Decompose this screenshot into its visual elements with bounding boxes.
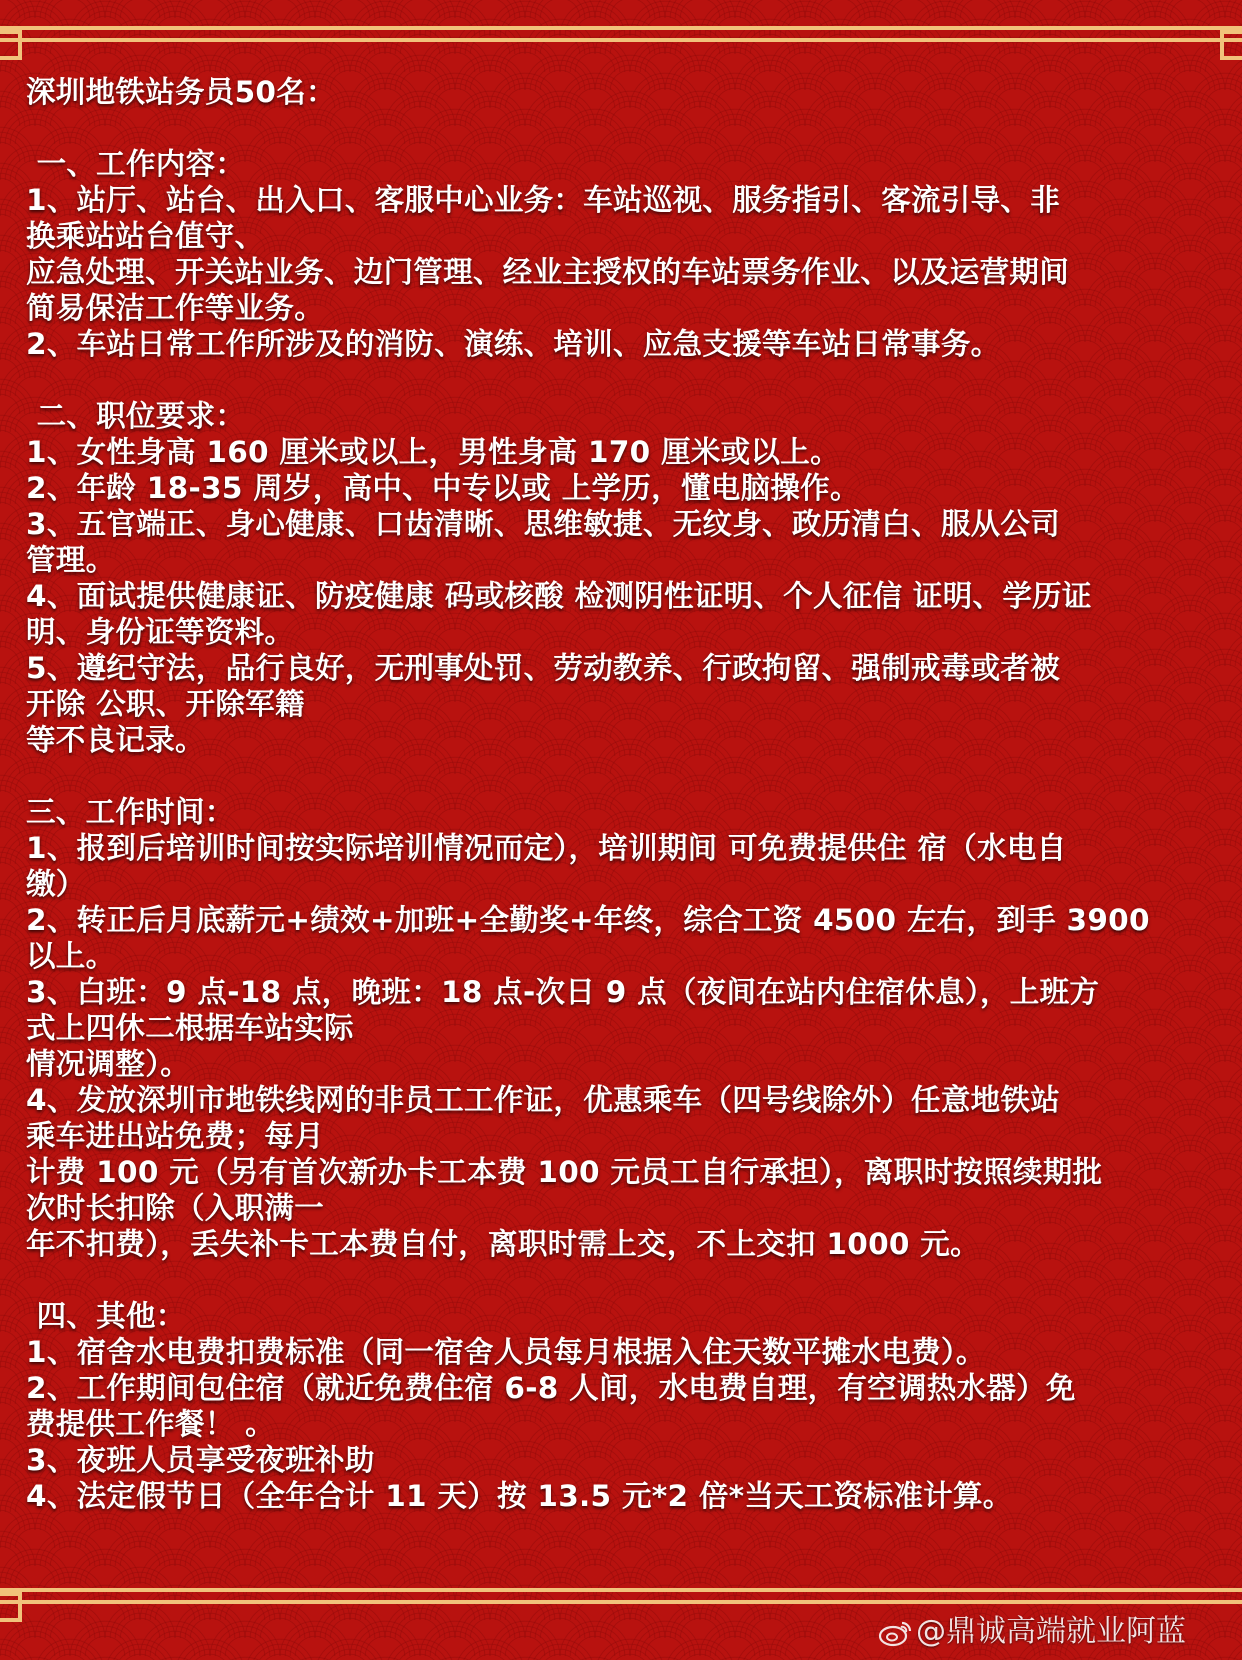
section-heading-other: 四、其他： xyxy=(26,1299,186,1333)
section-line: 1、宿舍水电费扣费标准（同一宿舍人员每月根据入住天数平摊水电费）。 xyxy=(26,1335,986,1369)
section-line: 以上。 xyxy=(26,939,116,973)
posting-title: 深圳地铁站务员50名： xyxy=(26,75,336,109)
weibo-watermark xyxy=(878,1612,1186,1652)
section-line: 4、发放深圳市地铁线网的非员工工作证，优惠乘车（四号线除外）任意地铁站 xyxy=(26,1083,1061,1117)
section-heading-requirements: 二、职位要求： xyxy=(26,399,246,433)
bottom-border-inner xyxy=(0,1588,1242,1592)
section-line: 3、五官端正、身心健康、口齿清晰、思维敏捷、无纹身、政历清白、服从公司 xyxy=(26,507,1061,541)
weibo-icon xyxy=(878,1619,912,1647)
section-line: 乘车进出站免费；每月 xyxy=(26,1119,325,1153)
section-line: 管理。 xyxy=(26,543,116,577)
section-line: 1、女性身高 160 厘米或以上，男性身高 170 厘米或以上。 xyxy=(26,435,840,469)
spacer xyxy=(26,758,1222,794)
section-line: 等不良记录。 xyxy=(26,723,205,757)
job-posting xyxy=(26,74,1222,1514)
spacer xyxy=(26,1262,1222,1298)
section-line: 式上四休二根据车站实际 xyxy=(26,1011,354,1045)
section-line: 4、法定假节日（全年合计 11 天）按 13.5 元*2 倍*当天工资标准计算。 xyxy=(26,1479,1013,1513)
corner-ornament-top-left xyxy=(0,30,22,60)
section-line: 1、报到后培训时间按实际培训情况而定），培训期间 可免费提供住 宿（水电自 xyxy=(26,831,1067,865)
top-border-outer xyxy=(0,26,1242,30)
section-line: 缴） xyxy=(26,867,86,901)
section-line: 3、白班：9 点-18 点，晚班：18 点-次日 9 点（夜间在站内住宿休息），上班方 xyxy=(26,975,1100,1009)
section-line: 5、遵纪守法，品行良好，无刑事处罚、劳动教养、行政拘留、强制戒毒或者被 xyxy=(26,651,1061,685)
section-line: 换乘站站台值守、 xyxy=(26,219,265,253)
spacer xyxy=(26,362,1222,398)
section-line: 4、面试提供健康证、防疫健康 码或核酸 检测阴性证明、个人征信 证明、学历证 xyxy=(26,579,1092,613)
section-line: 2、车站日常工作所涉及的消防、演练、培训、应急支援等车站日常事务。 xyxy=(26,327,1001,361)
section-line: 次时长扣除（入职满一 xyxy=(26,1191,325,1225)
section-line: 费提供工作餐！ 。 xyxy=(26,1407,275,1441)
top-border-inner xyxy=(0,38,1242,42)
section-line: 2、工作期间包住宿（就近免费住宿 6-8 人间，水电费自理，有空调热水器）免 xyxy=(26,1371,1076,1405)
section-line: 应急处理、开关站业务、边门管理、经业主授权的车站票务作业、以及运营期间 xyxy=(26,255,1070,289)
section-line: 明、身份证等资料。 xyxy=(26,615,295,649)
section-line: 3、夜班人员享受夜班补助 xyxy=(26,1443,375,1477)
section-line: 开除 公职、开除军籍 xyxy=(26,687,305,721)
corner-ornament-bottom-left xyxy=(0,1592,22,1622)
section-line: 计费 100 元（另有首次新办卡工本费 100 元员工自行承担），离职时按照续期批 xyxy=(26,1155,1103,1189)
section-line: 简易保洁工作等业务。 xyxy=(26,291,325,325)
watermark-text: @鼎诚高端就业阿蓝 xyxy=(916,1614,1186,1649)
section-line: 2、年龄 18-35 周岁，高中、中专以或 上学历，懂电脑操作。 xyxy=(26,471,860,505)
section-line: 1、站厅、站台、出入口、客服中心业务：车站巡视、服务指引、客流引导、非 xyxy=(26,183,1061,217)
section-line: 年不扣费），丢失补卡工本费自付，离职时需上交，不上交扣 1000 元。 xyxy=(26,1227,980,1261)
corner-ornament-top-right xyxy=(1220,30,1242,60)
section-heading-work-hours: 三、工作时间： xyxy=(26,795,235,829)
section-line: 情况调整）。 xyxy=(26,1047,191,1081)
spacer xyxy=(26,110,1222,146)
bottom-border-outer xyxy=(0,1600,1242,1604)
section-heading-job-content: 一、工作内容： xyxy=(26,147,246,181)
section-line: 2、转正后月底薪元+绩效+加班+全勤奖+年终，综合工资 4500 左右，到手 3900 xyxy=(26,903,1150,937)
